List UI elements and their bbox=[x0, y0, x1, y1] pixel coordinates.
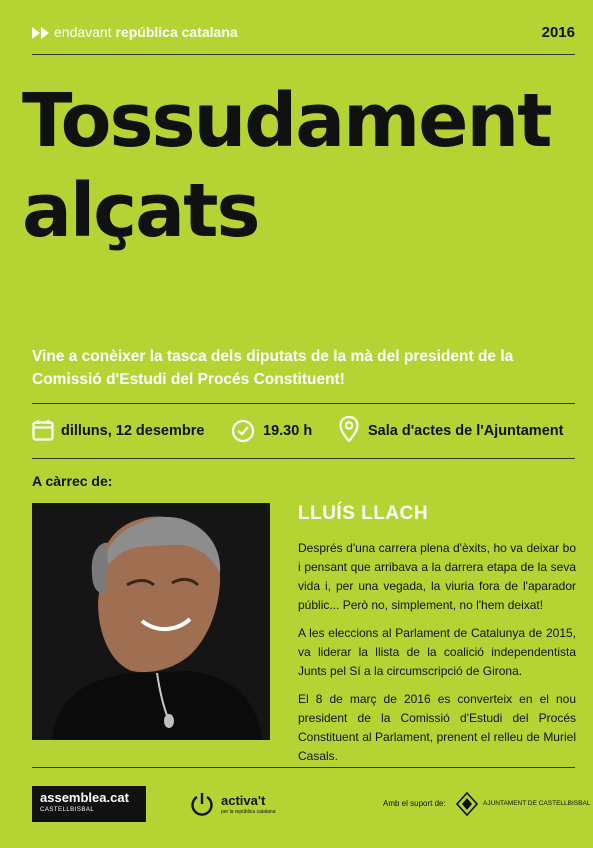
activat-logo-sub: per la república catalana bbox=[221, 809, 276, 815]
event-info-bar bbox=[32, 414, 575, 448]
event-time-text: 19.30 h bbox=[263, 423, 313, 439]
activat-logo bbox=[189, 789, 309, 819]
bio-paragraph-1: Després d'una carrera plena d'èxits, ho va deixar bo i pensant que arribava a la darrera etapa de la seva vida i, per una vegada, la viuria fora de l'aparador públic... Però no, simplement, no l'hem deixat! bbox=[298, 541, 576, 612]
divider-event-bottom bbox=[32, 458, 575, 459]
speaker-bio bbox=[298, 539, 576, 775]
speaker-portrait-image bbox=[32, 503, 270, 740]
campaign-brand bbox=[54, 24, 238, 40]
event-place-text: Sala d'actes de l'Ajuntament bbox=[368, 423, 564, 439]
divider-top bbox=[32, 54, 575, 55]
calendar-icon bbox=[32, 419, 54, 441]
speaker-label: A càrrec de: bbox=[32, 473, 113, 489]
divider-event-top bbox=[32, 403, 575, 404]
double-arrow-icon bbox=[32, 27, 50, 39]
assemblea-logo-text: assemblea.cat bbox=[40, 790, 129, 805]
location-pin-icon bbox=[339, 416, 359, 442]
intro-text: Vine a conèixer la tasca dels diputats de la mà del president de la Comissió d'Estudi del Procés Constituent! bbox=[32, 348, 514, 388]
clock-icon bbox=[231, 419, 255, 443]
brand-light: endavant bbox=[54, 24, 112, 40]
bio-paragraph-2: A les eleccions al Parlament de Catalunya de 2015, va liderar la llista de la coalició independentista Junts pel Sí a la circumscripció de Girona. bbox=[298, 626, 576, 678]
assemblea-logo-sub: CASTELLBISBAL bbox=[40, 807, 95, 813]
bio-paragraph-3: El 8 de març de 2016 es converteix en el nou president de la Comissió d'Estudi del Procés Constituent al Parlament, prenent el relleu de Muriel Casals. bbox=[298, 692, 576, 763]
activat-logo-text: activa't bbox=[221, 793, 266, 808]
speaker-name: LLUÍS LLACH bbox=[298, 503, 429, 524]
assemblea-logo bbox=[32, 786, 146, 822]
support-label: Amb el suport de: bbox=[383, 799, 446, 808]
footer-logos bbox=[32, 786, 591, 826]
top-bar bbox=[32, 24, 575, 44]
speaker-photo bbox=[32, 503, 270, 740]
event-date-text: dilluns, 12 desembre bbox=[61, 423, 205, 439]
title-line-1: Tossudament bbox=[22, 78, 551, 164]
ajuntament-logo-text: AJUNTAMENT DE CASTELLBISBAL bbox=[483, 800, 591, 807]
title-line-2: alçats bbox=[22, 168, 259, 254]
power-icon bbox=[189, 791, 215, 817]
poster-title bbox=[22, 76, 592, 256]
divider-footer bbox=[32, 767, 575, 768]
year-label: 2016 bbox=[541, 24, 575, 41]
coat-of-arms-icon bbox=[456, 792, 478, 816]
ajuntament-logo bbox=[456, 789, 591, 819]
brand-bold: república catalana bbox=[115, 24, 238, 40]
